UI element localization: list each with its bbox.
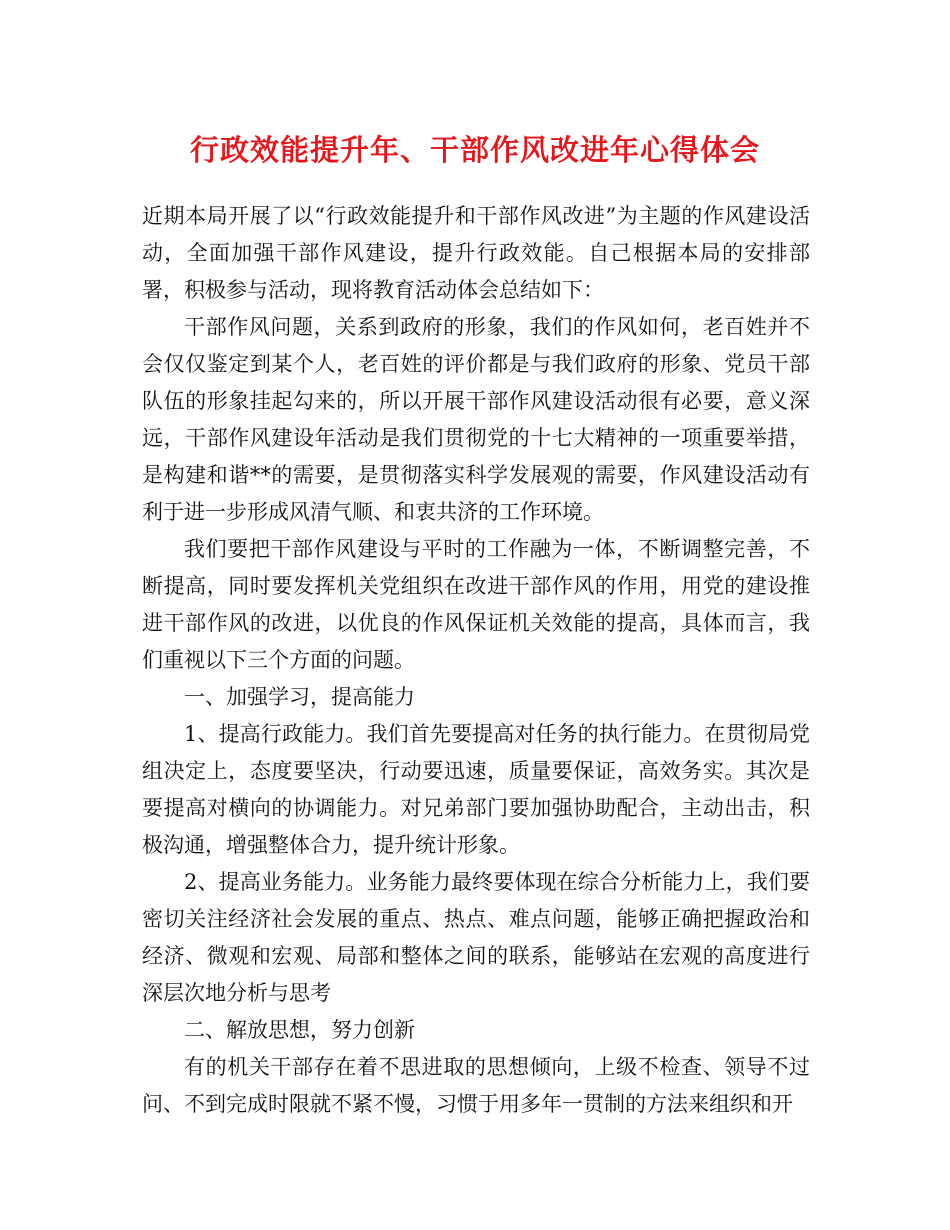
paragraph-style-issue: 干部作风问题，关系到政府的形象，我们的作风如何，老百姓并不会仅仅鉴定到某个人，老百姓的评价都是与我们政府的形象、党员干部队伍的形象挂起勾来的，所以开展干部作风建设活动很有必要，意义深远，干部作风建设年活动是我们贯彻党的十七大精神的一项重要举措，是构建和谐**的需要，是贯彻落实科学发展观的需要，作风建设活动有利于进一步形成风清气顺、和衷共济的工作环境。 [142, 315, 810, 524]
paragraph-integration: 我们要把干部作风建设与平时的工作融为一体，不断调整完善，不断提高，同时要发挥机关党组织在改进干部作风的作用，用党的建设推进干部作风的改进，以优良的作风保证机关效能的提高，具体而言，我们重视以下三个方面的问题。 [142, 537, 810, 672]
paragraph-admin-ability: 1、提高行政能力。我们首先要提高对任务的执行能力。在贯彻局党组决定上，态度要坚决，行动要迅速，质量要保证，高效务实。其次是要提高对横向的协调能力。对兄弟部门要加强协助配合，主动出击，积极沟通，增强整体合力，提升统计形象。 [142, 722, 810, 857]
paragraph-intro: 近期本局开展了以“行政效能提升和干部作风改进”为主题的作风建设活动，全面加强干部作风建设，提升行政效能。自己根据本局的安排部署，积极参与活动，现将教育活动体会总结如下： [142, 204, 810, 302]
document-title: 行政效能提升年、干部作风改进年心得体会 [189, 133, 760, 167]
paragraph-business-ability: 2、提高业务能力。业务能力最终要体现在综合分析能力上，我们要密切关注经济社会发展的重点、热点、难点问题，能够正确把握政治和经济、微观和宏观、局部和整体之间的联系，能够站在宏观的高度进行深层次地分析与思考 [142, 870, 810, 1005]
section-heading-2: 二、解放思想，努力创新 [184, 1018, 415, 1042]
paragraph-innovation: 有的机关干部存在着不思进取的思想倾向，上级不检查、领导不过问、不到完成时限就不紧不慢，习惯于用多年一贯制的方法来组织和开 [142, 1055, 810, 1116]
document-body [142, 198, 810, 1123]
section-heading-1: 一、加强学习，提高能力 [184, 685, 415, 709]
